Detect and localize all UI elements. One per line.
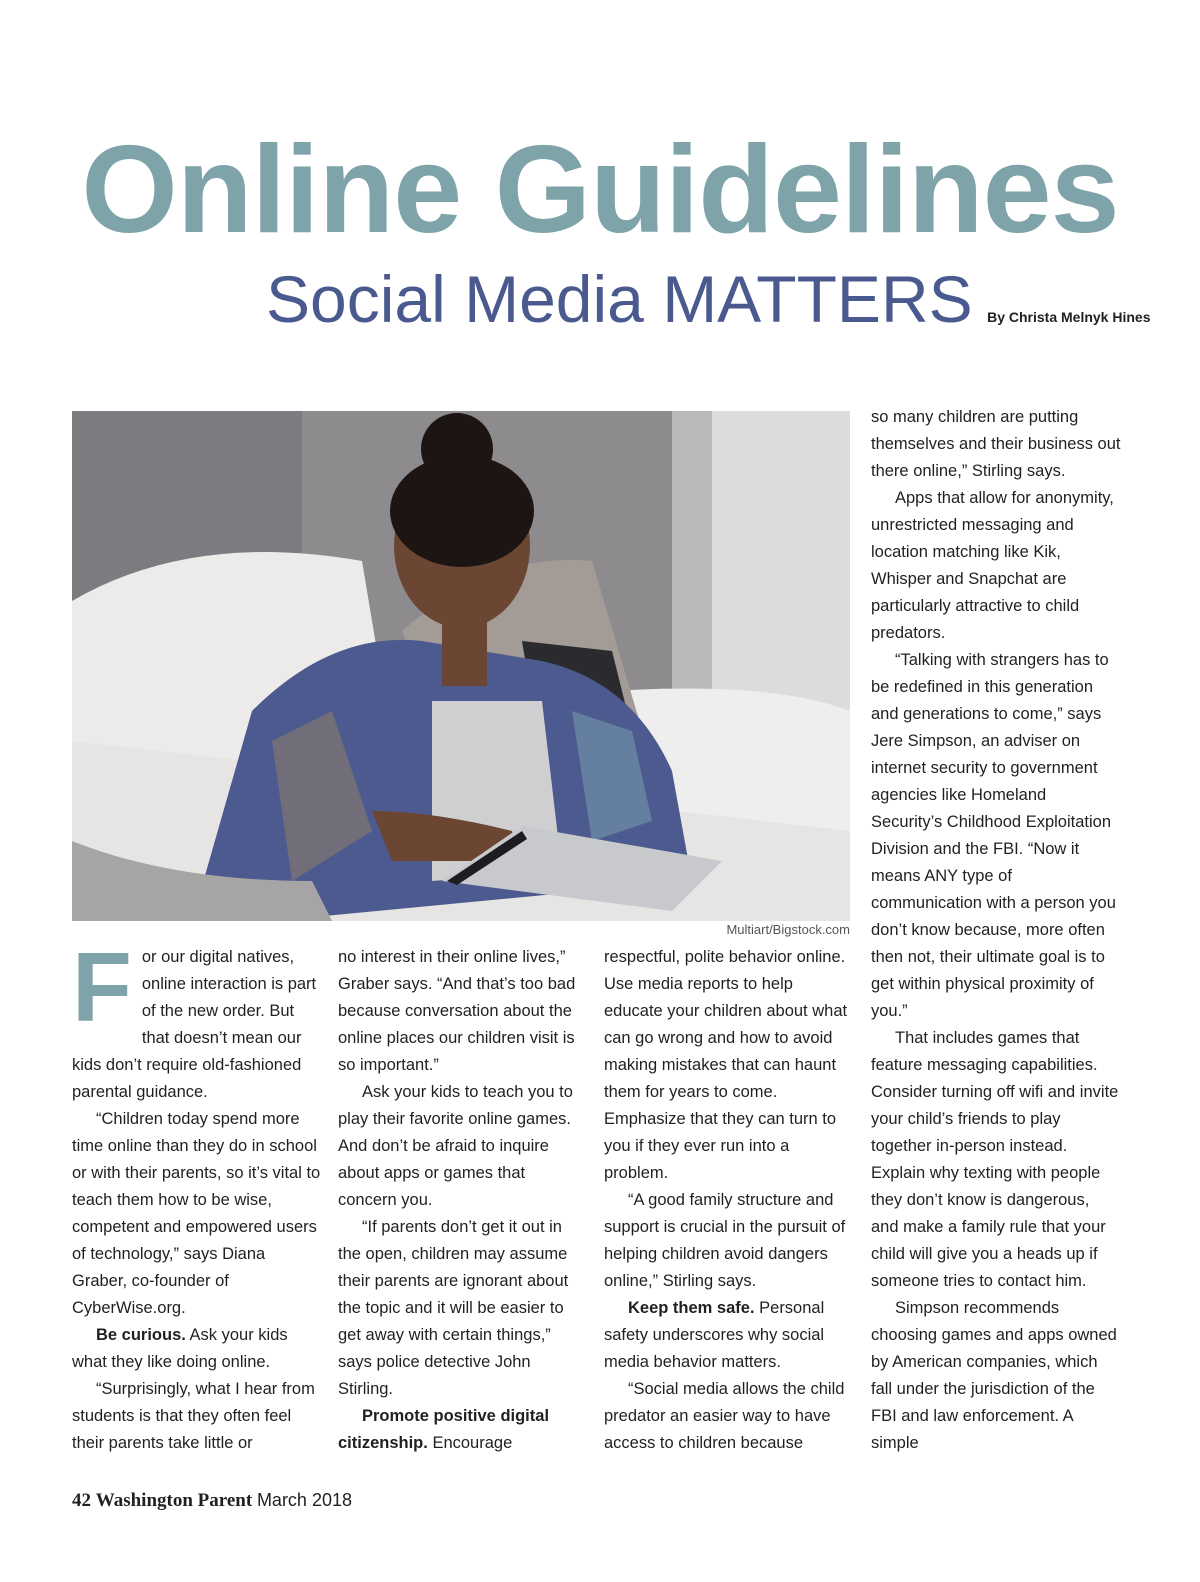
paragraph: so many children are putting themselves and their business out there online,” Stirling says. [871, 408, 1121, 480]
paragraph: respectful, polite behavior online. Use media reports to help educate your children about what can go wrong and how to avoid making mistakes that can haunt them for years to come. Emphasize that they can turn to you if they ever run into a problem. [604, 948, 848, 1182]
article-column-4 [871, 404, 1121, 1457]
paragraph: “Surprisingly, what I hear from students is that they often feel their parents take little or [72, 1380, 315, 1452]
photo-credit: Multiart/Bigstock.com [726, 922, 850, 937]
paragraph: For our digital natives, online interaction is part of the new order. But that doesn’t mean our kids don’t require old-fashioned parental guidance. [72, 932, 317, 1101]
paragraph: Apps that allow for anonymity, unrestricted messaging and location matching like Kik, Whisper and Snapchat are particularly attractive to child predators. [871, 489, 1114, 642]
paragraph: “A good family structure and support is crucial in the pursuit of helping children avoid dangers online,” Stirling says. [604, 1191, 846, 1290]
paragraph: “Children today spend more time online than they do in school or with their parents, so it’s vital to teach them how to be wise, competent and empowered users of technology,” says Diana Graber, co-founder of CyberWise.org. [72, 1110, 321, 1317]
issue-date: March 2018 [256, 1490, 352, 1510]
paragraph: Keep them safe. Personal safety underscores why social media behavior matters. [604, 1299, 825, 1371]
subheading: Be curious. [96, 1326, 186, 1344]
paragraph: no interest in their online lives,” Graber says. “And that’s too bad because conversation about the online places our children visit is so important.” [338, 948, 576, 1074]
paragraph: “Social media allows the child predator an easier way to have access to children because [604, 1380, 845, 1452]
paragraph: “If parents don’t get it out in the open, children may assume their parents are ignorant about the topic and it will be easier to get away with certain things,” says police detective John Stirling. [338, 1218, 569, 1398]
drop-cap: F [72, 932, 132, 1042]
article-subtitle: Social Media MATTERS [266, 262, 973, 336]
page-number: 42 [72, 1490, 91, 1511]
paragraph: Simpson recommends choosing games and apps owned by American companies, which fall under the jurisdiction of the FBI and law enforcement. A simple [871, 1299, 1117, 1452]
article-title: Online Guidelines [81, 121, 1119, 259]
subtitle-row [266, 262, 1151, 336]
paragraph: Be curious. Ask your kids what they like doing online. [72, 1326, 288, 1371]
subheading: Keep them safe. [628, 1299, 755, 1317]
subheading: Promote positive digital citizenship. [338, 1407, 550, 1452]
article-byline: By Christa Melnyk Hines [987, 309, 1151, 325]
paragraph: That includes games that feature messaging capabilities. Consider turning off wifi and invite your child’s friends to play together in-person instead. Explain why texting with people they don’t know is dangerous, and make a family rule that your child will give you a heads up if someone tries to contact him. [871, 1029, 1119, 1290]
paragraph: “Talking with strangers has to be redefined in this generation and generations to come,” says Jere Simpson, an adviser on internet security to government agencies like Homeland Security’s Childhood Exploitation Division and the FBI. “Now it means ANY type of communication with a person you don’t know because, more often then not, their ultimate goal is to get within physical proximity of you.” [871, 651, 1116, 1020]
page-footer [72, 1490, 352, 1512]
girl-with-tablet-photo [72, 411, 850, 921]
article-column-1 [72, 932, 322, 1457]
paragraph: Promote positive digital citizenship. Encourage [338, 1407, 550, 1452]
article-column-3 [604, 944, 854, 1457]
article-column-2 [338, 944, 588, 1457]
publication-name: Washington Parent [95, 1490, 253, 1511]
paragraph: Ask your kids to teach you to play their favorite online games. And don’t be afraid to inquire about apps or games that concern you. [338, 1083, 573, 1209]
